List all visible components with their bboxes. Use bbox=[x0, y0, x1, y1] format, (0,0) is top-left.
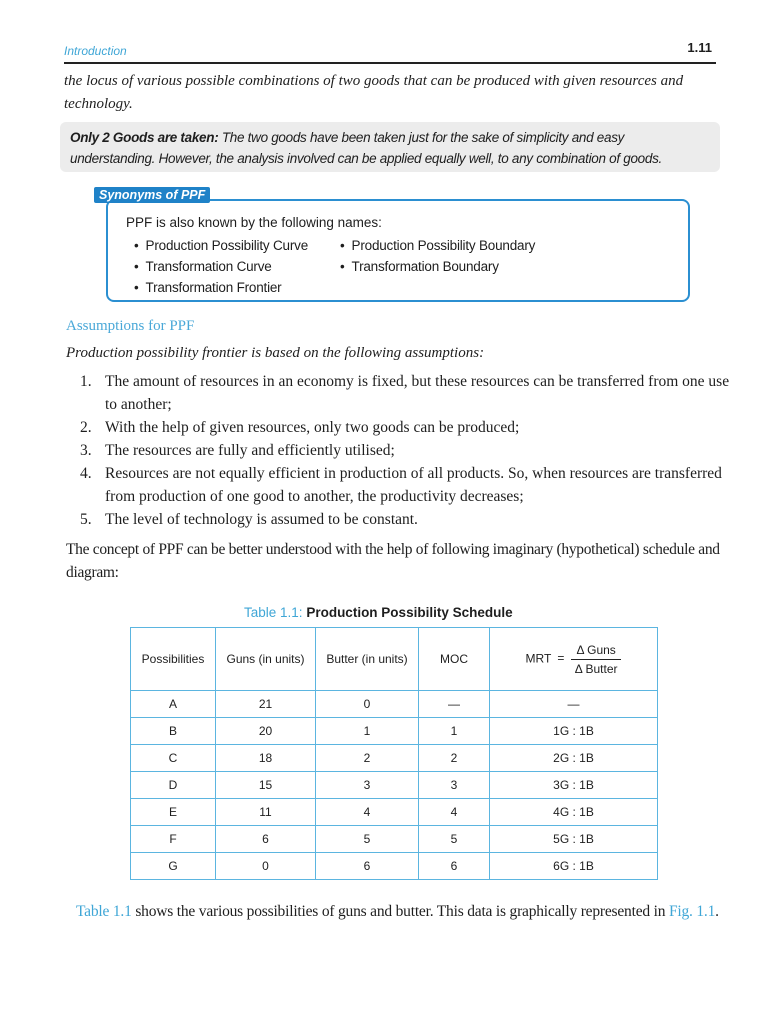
synonyms-label: Synonyms of PPF bbox=[94, 187, 210, 203]
table-row: B 20 1 1 1G : 1B bbox=[131, 718, 658, 745]
note-title: Only 2 Goods are taken: bbox=[70, 130, 219, 145]
assumptions-list bbox=[80, 370, 730, 531]
synonym-item: • Production Possibility Boundary bbox=[340, 238, 535, 253]
synonym-item: • Transformation Frontier bbox=[134, 280, 281, 295]
table-row: F 6 5 5 5G : 1B bbox=[131, 826, 658, 853]
table-row: G 0 6 6 6G : 1B bbox=[131, 853, 658, 880]
table-caption bbox=[244, 605, 513, 620]
note-body: The two goods have been taken just for the sake of simplicity and easy understanding. However, the analysis involved can be applied equally well, to any combination of goods. bbox=[70, 130, 662, 166]
intro-paragraph: the locus of various possible combinations of two goods that can be produced with given resources and technology. bbox=[64, 73, 684, 112]
table-caption-title: Production Possibility Schedule bbox=[306, 605, 513, 620]
synonyms-intro: PPF is also known by the following names: bbox=[126, 215, 382, 230]
header-rule bbox=[64, 62, 716, 64]
synonym-item: • Transformation Boundary bbox=[340, 259, 499, 274]
col-header-moc: MOC bbox=[419, 628, 490, 691]
table-row: D 15 3 3 3G : 1B bbox=[131, 772, 658, 799]
figure-reference-link[interactable]: Fig. 1.1 bbox=[668, 903, 716, 920]
assumption-item: 3. The resources are fully and efficiently utilised; bbox=[80, 442, 395, 459]
mrt-fraction: $\frac{\text{Δ Guns}}{\text{Δ Butter}}$ bbox=[571, 643, 622, 676]
table-row: A 21 0 — — bbox=[131, 691, 658, 718]
assumption-item: 2. With the help of given resources, only two goods can be produced; bbox=[80, 419, 520, 436]
synonym-item: • Transformation Curve bbox=[134, 259, 272, 274]
col-header-guns: Guns (in units) bbox=[216, 628, 316, 691]
table-row: C 18 2 2 2G : 1B bbox=[131, 745, 658, 772]
col-header-butter: Butter (in units) bbox=[316, 628, 419, 691]
col-header-possibilities: Possibilities bbox=[131, 628, 216, 691]
running-header-section: Introduction bbox=[64, 44, 127, 58]
closing-paragraph: Table 1.1 shows the various possibilities of guns and butter. This data is graphically represented in Fig. 1.1. bbox=[76, 903, 719, 920]
note-box bbox=[60, 122, 720, 172]
table-header-row bbox=[131, 628, 658, 691]
assumption-item: 1. The amount of resources in an economy is fixed, but these resources can be transferred from one use to another; bbox=[80, 373, 730, 413]
col-header-mrt: MRT = $\frac{\text{Δ Guns}}{\text{Δ Butter}}$ bbox=[490, 628, 658, 691]
section-title-assumptions: Assumptions for PPF bbox=[66, 318, 195, 334]
assumptions-lead: Production possibility frontier is based on the following assumptions: bbox=[66, 345, 485, 361]
table-caption-number: Table 1.1: bbox=[244, 605, 303, 620]
production-possibility-table bbox=[130, 627, 658, 880]
assumption-item: 4. Resources are not equally efficient in production of all products. So, when resources are transferred from production of one good to another, the productivity decreases; bbox=[80, 465, 722, 505]
table-row: E 11 4 4 4G : 1B bbox=[131, 799, 658, 826]
page-number: 1.11 bbox=[687, 40, 712, 55]
assumption-item: 5. The level of technology is assumed to be constant. bbox=[80, 511, 418, 528]
concept-paragraph: The concept of PPF can be better understood with the help of following imaginary (hypothetical) schedule and diagram: bbox=[66, 541, 720, 581]
synonym-item: • Production Possibility Curve bbox=[134, 238, 308, 253]
table-reference-link[interactable]: Table 1.1 bbox=[76, 903, 132, 920]
